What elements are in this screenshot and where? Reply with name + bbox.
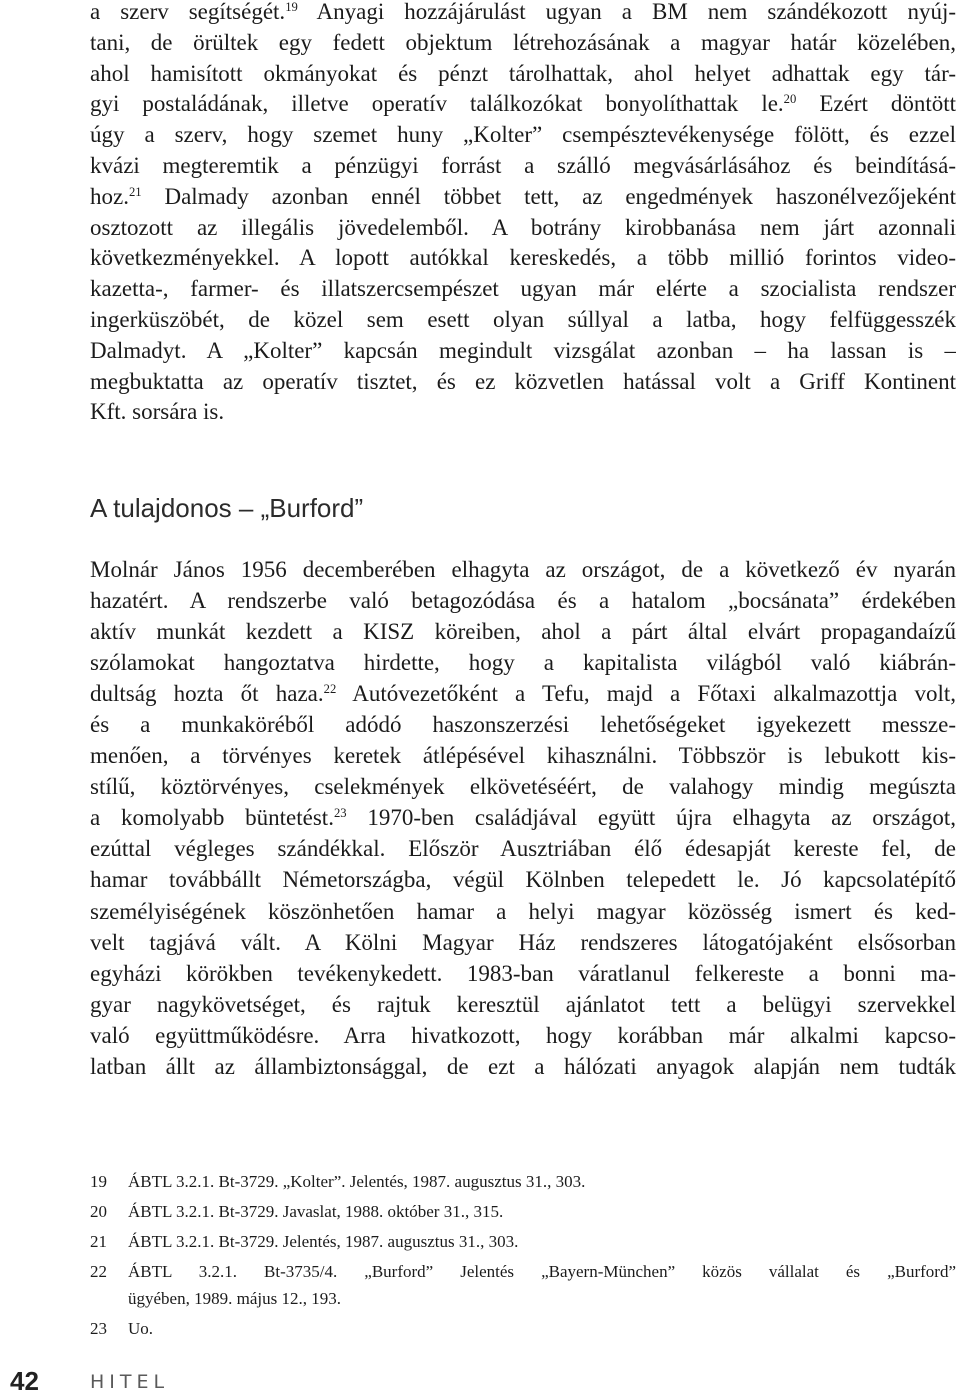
text-line	[90, 616, 956, 647]
footnotes	[90, 1168, 956, 1345]
journal-name: HITEL	[90, 1371, 170, 1393]
footnote-number: 20	[90, 1202, 107, 1221]
text-segment: hazatért. A rendszerbe való betagozódása és a hatalom „bocsánata” érdekében	[90, 588, 956, 614]
text-segment: a komolyabb büntetést.	[90, 805, 334, 831]
footnote-text: ÁBTL 3.2.1. Bt-3735/4. „Burford” Jelentés „Bayern-München” közös vállalat és „Burford”	[128, 1262, 956, 1281]
text-segment: való együttműködésre. Arra hivatkozott, hogy korábban már alkalmi kapcso-	[90, 1022, 956, 1048]
text-segment: 1970-ben családjával együtt újra elhagyta az országot,	[346, 805, 956, 831]
text-line	[90, 28, 956, 59]
text-line	[90, 213, 956, 244]
footnote	[90, 1168, 956, 1195]
text-line	[90, 367, 956, 398]
footnote-number: 22	[90, 1262, 107, 1281]
text-segment: megbuktatta az operatív tisztet, és ez közvetlen hatással volt a Griff Kontinent	[90, 368, 956, 394]
text-line	[90, 274, 956, 305]
text-line	[90, 305, 956, 336]
text-line	[90, 927, 956, 958]
footnote-number: 23	[90, 1319, 107, 1338]
text-line	[90, 1020, 956, 1051]
text-segment: stílű, köztörvényes, cselekmények elkövetéséért, de valahogy mindig megúszta	[90, 774, 956, 800]
body-paragraph-2	[90, 554, 956, 1082]
footnote-text: ÁBTL 3.2.1. Bt-3729. „Kolter”. Jelentés, 1987. augusztus 31., 303.	[128, 1172, 586, 1191]
text-line	[90, 802, 956, 833]
footnote-ref: 19	[285, 0, 298, 15]
text-line	[90, 709, 956, 740]
text-line	[90, 585, 956, 616]
footnote-text: Uo.	[128, 1319, 154, 1338]
text-segment: Molnár János 1956 decemberében elhagyta az országot, de a következő év nyarán	[90, 557, 956, 582]
text-segment: ingerküszöbét, de közel sem esett olyan súllyal a latba, hogy felfüggesszék	[90, 306, 956, 332]
footnote-number: 19	[90, 1172, 107, 1191]
text-segment: ezúttal végleges szándékkal. Először Ausztriában élő édesapját kereste fel, de	[90, 836, 956, 862]
text-segment: és a munkaköréből adódó haszonszerzési lehetőségeket igyekezett messze-	[90, 712, 956, 738]
text-segment: ahol hamisított okmányokat és pénzt tárolhattak, ahol helyet adhattak egy tár-	[90, 60, 956, 86]
text-segment: Dalmadyt. A „Kolter” kapcsán megindult vizsgálat azonban – ha lassan is –	[90, 337, 956, 363]
text-line	[90, 989, 956, 1020]
text-segment: következményekkel. A lopott autókkal kereskedés, a több millió forintos video-	[90, 245, 956, 271]
text-segment: Ezért döntött	[796, 91, 956, 117]
footnote-number: 21	[90, 1232, 107, 1251]
footnote-text: ügyében, 1989. május 12., 193.	[128, 1289, 341, 1308]
text-segment: a szerv segítségét.	[90, 0, 286, 24]
footnote-ref: 21	[128, 184, 142, 199]
text-segment: Autóvezetőként a Tefu, majd a Főtaxi alkalmazottja volt,	[336, 681, 956, 707]
text-line	[90, 336, 956, 367]
text-line	[90, 958, 956, 989]
text-segment: latban állt az állambiztonsággal, de ezt a hálózati anyagok alapján nem tudták	[90, 1053, 956, 1079]
text-segment: Dalmady azonban ennél többet tett, az engedmények haszonélvezőjeként	[141, 183, 956, 209]
text-line	[90, 0, 956, 28]
text-line	[90, 771, 956, 802]
text-line	[90, 647, 956, 678]
text-line	[90, 243, 956, 274]
footnote	[90, 1198, 956, 1225]
text-line	[90, 120, 956, 151]
text-line	[90, 678, 956, 709]
text-line	[90, 59, 956, 90]
text-segment: személyiségének köszönhetően hamar a helyi magyar közösség ismert és ked-	[90, 898, 956, 924]
text-segment: tani, de örültek egy fedett objektum létrehozásának a magyar határ közelében,	[90, 29, 956, 55]
footnote	[90, 1258, 956, 1312]
footnote	[90, 1228, 956, 1255]
text-line	[90, 151, 956, 182]
text-segment: osztozott az illegális jövedelemből. A botrány kirobbanása nem járt azonnali	[90, 214, 956, 240]
section-heading: A tulajdonos – „Burford”	[90, 493, 364, 523]
text-segment: hoz.	[90, 183, 129, 209]
text-line	[90, 182, 956, 213]
text-segment: kazetta-, farmer- és illatszercsempészet ugyan már elérte a szocialista rendszer	[90, 276, 956, 302]
text-segment: hamar továbbállt Németországba, végül Kölnben telepedett le. Jó kapcsolatépítő	[90, 867, 956, 893]
text-segment: Anyagi hozzájárulást ugyan a BM nem szándékozott nyúj-	[297, 0, 956, 24]
text-segment: velt tagjává vált. A Kölni Magyar Ház rendszeres látogatójaként elsősorban	[90, 929, 956, 955]
text-line	[90, 554, 956, 585]
page-number: 42	[10, 1366, 39, 1396]
footnote-ref: 22	[323, 682, 337, 697]
text-line	[90, 833, 956, 864]
text-line	[90, 397, 956, 428]
text-line	[90, 896, 956, 927]
text-segment: úgy a szerv, hogy szemet huny „Kolter” csempésztevékenysége fölött, és ezzel	[90, 122, 956, 148]
text-segment: Kft. sorsára is.	[90, 399, 225, 425]
text-segment: dultság hozta őt haza.	[90, 681, 324, 707]
text-line	[90, 89, 956, 120]
footnote-text: ÁBTL 3.2.1. Bt-3729. Jelentés, 1987. augusztus 31., 303.	[128, 1232, 519, 1251]
text-segment: gyi postaládának, illetve operatív találkozókat bonyolíthattak le.	[90, 91, 784, 117]
footnote-text: ÁBTL 3.2.1. Bt-3729. Javaslat, 1988. október 31., 315.	[128, 1202, 504, 1221]
body-paragraph-1	[90, 0, 956, 428]
footnote	[90, 1315, 956, 1342]
text-segment: kvázi megteremtik a pénzügyi forrást a szálló megvásárlásához és beindításá-	[90, 152, 956, 178]
text-line	[90, 864, 956, 895]
text-line	[90, 1051, 956, 1082]
text-segment: gyar nagykövetséget, és rajtuk keresztül ajánlatot tett a belügyi szervekkel	[90, 991, 956, 1017]
text-line	[90, 740, 956, 771]
text-segment: menően, a törvényes keretek átlépésével kihasználni. Többször is lebukott kis-	[90, 743, 956, 769]
text-segment: egyházi körökben tevékenykedett. 1983-ban váratlanul felkereste a bonni ma-	[90, 960, 956, 986]
text-segment: aktív munkát kezdett a KISZ köreiben, ahol a párt által elvárt propagandaízű	[90, 619, 956, 645]
text-segment: szólamokat hangoztatva hirdette, hogy a kapitalista világból való kiábrán-	[90, 650, 956, 676]
footnote-ref: 23	[333, 806, 347, 821]
footnote-ref: 20	[783, 92, 797, 107]
